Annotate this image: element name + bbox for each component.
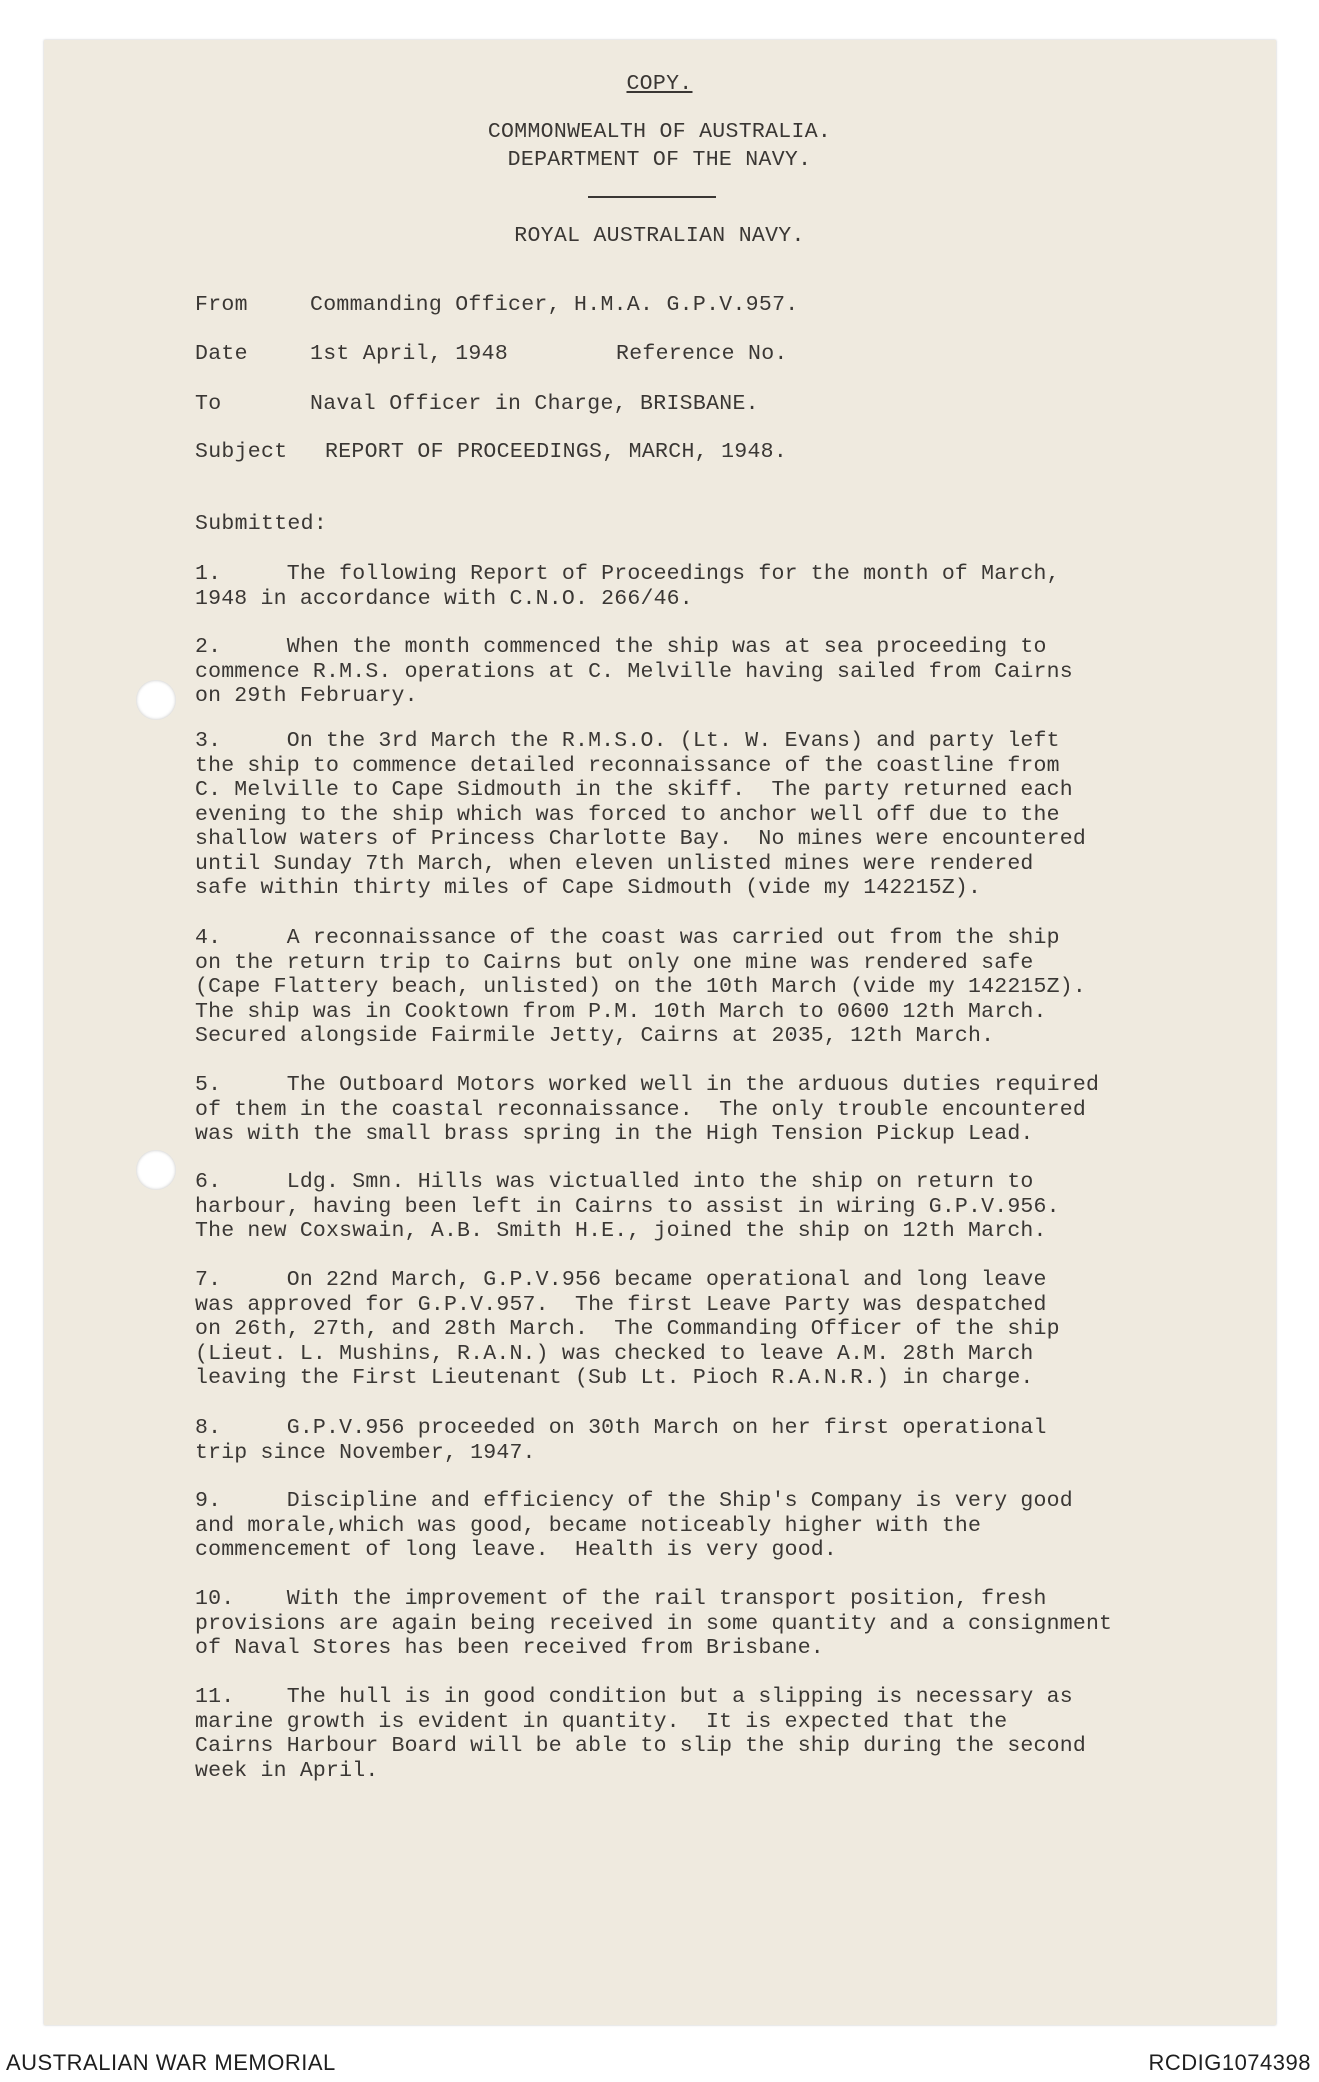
paragraph-line: commencement of long leave. Health is very good. bbox=[195, 1538, 838, 1562]
paragraph-line: The new Coxswain, A.B. Smith H.E., joined the ship on 12th March. bbox=[195, 1219, 1047, 1243]
paragraph-2 bbox=[195, 635, 1235, 709]
header-department: DEPARTMENT OF THE NAVY. bbox=[507, 148, 812, 172]
from-label: From bbox=[195, 293, 248, 317]
from-value: Commanding Officer, H.M.A. G.P.V.957. bbox=[310, 293, 799, 317]
paragraph-line: until Sunday 7th March, when eleven unlisted mines were rendered bbox=[195, 851, 1034, 876]
paragraph-line: 1. The following Report of Proceedings for the month of March, bbox=[195, 562, 1060, 586]
paragraph-line: shallow waters of Princess Charlotte Bay. No mines were encountered bbox=[195, 827, 1086, 851]
header-commonwealth: COMMONWEALTH OF AUSTRALIA. bbox=[487, 120, 832, 144]
paragraph-line: safe within thirty miles of Cape Sidmouth (vide my 142215Z). bbox=[195, 876, 982, 900]
paragraph-line: 5. The Outboard Motors worked well in the arduous duties required bbox=[195, 1073, 1100, 1097]
subject-label: Subject bbox=[195, 440, 288, 464]
paragraph-5 bbox=[195, 1073, 1235, 1147]
date-label: Date bbox=[195, 342, 248, 366]
paragraph-line: 9. Discipline and efficiency of the Ship's Company is very good bbox=[195, 1489, 1073, 1513]
date-value: 1st April, 1948 bbox=[310, 342, 509, 366]
header-navy: ROYAL AUSTRALIAN NAVY. bbox=[514, 224, 805, 248]
paragraph-line: (Cape Flattery beach, unlisted) on the 10th March (vide my 142215Z). bbox=[195, 975, 1086, 999]
paragraph-line: 1948 in accordance with C.N.O. 266/46. bbox=[195, 586, 693, 611]
subject-value: REPORT OF PROCEEDINGS, MARCH, 1948. bbox=[325, 440, 788, 464]
paragraph-line: week in April. bbox=[195, 1758, 379, 1783]
copy-label: COPY. bbox=[626, 72, 693, 96]
paragraph-line: 3. On the 3rd March the R.M.S.O. (Lt. W. Evans) and party left bbox=[195, 729, 1060, 753]
paragraph-line: 2. When the month commenced the ship was at sea proceeding to bbox=[195, 635, 1047, 659]
paragraph-line: the ship to commence detailed reconnaissance of the coastline from bbox=[195, 753, 1060, 778]
paragraph-4 bbox=[195, 926, 1235, 1049]
paragraph-line: and morale,which was good, became noticeably higher with the bbox=[195, 1513, 982, 1538]
paragraph-line: 10. With the improvement of the rail transport position, fresh bbox=[195, 1587, 1047, 1611]
paragraph-line: marine growth is evident in quantity. It is expected that the bbox=[195, 1709, 1008, 1734]
paragraph-line: (Lieut. L. Mushins, R.A.N.) was checked to leave A.M. 28th March bbox=[195, 1341, 1034, 1366]
paragraph-1 bbox=[195, 562, 1235, 611]
paragraph-3 bbox=[195, 729, 1235, 901]
paragraph-10 bbox=[195, 1587, 1235, 1661]
paragraph-line: on the return trip to Cairns but only one mine was rendered safe bbox=[195, 950, 1034, 975]
footer-record-id: RCDIG1074398 bbox=[1148, 2050, 1311, 2075]
paragraph-line: of Naval Stores has been received from Brisbane. bbox=[195, 1636, 824, 1660]
paragraph-line: commence R.M.S. operations at C. Melville having sailed from Cairns bbox=[195, 659, 1073, 684]
paragraph-line: provisions are again being received in some quantity and a consignment bbox=[195, 1611, 1113, 1636]
paragraph-line: 4. A reconnaissance of the coast was carried out from the ship bbox=[195, 926, 1060, 950]
header-divider bbox=[588, 196, 716, 198]
paragraph-line: of them in the coastal reconnaissance. The only trouble encountered bbox=[195, 1097, 1086, 1122]
paragraph-line: C. Melville to Cape Sidmouth in the skiff. The party returned each bbox=[195, 778, 1073, 802]
paragraph-line: 8. G.P.V.956 proceeded on 30th March on her first operational bbox=[195, 1416, 1047, 1440]
paragraph-line: evening to the ship which was forced to anchor well off due to the bbox=[195, 802, 1060, 827]
paragraph-7 bbox=[195, 1268, 1235, 1391]
paragraph-line: 7. On 22nd March, G.P.V.956 became operational and long leave bbox=[195, 1268, 1047, 1292]
paragraph-line: The ship was in Cooktown from P.M. 10th March to 0600 12th March. bbox=[195, 999, 1047, 1024]
paragraph-line: was with the small brass spring in the High Tension Pickup Lead. bbox=[195, 1122, 1034, 1146]
paragraph-line: on 26th, 27th, and 28th March. The Commanding Officer of the ship bbox=[195, 1317, 1060, 1341]
paragraph-6 bbox=[195, 1170, 1235, 1244]
paragraph-line: on 29th February. bbox=[195, 684, 418, 708]
to-label: To bbox=[195, 392, 222, 416]
paragraph-line: 11. The hull is in good condition but a slipping is necessary as bbox=[195, 1685, 1073, 1709]
submitted-label: Submitted: bbox=[195, 512, 328, 536]
punch-hole bbox=[136, 1150, 176, 1190]
footer-source: AUSTRALIAN WAR MEMORIAL bbox=[6, 2050, 336, 2075]
paragraph-8 bbox=[195, 1416, 1235, 1465]
paragraph-line: Cairns Harbour Board will be able to slip the ship during the second bbox=[195, 1734, 1086, 1758]
paragraph-line: Secured alongside Fairmile Jetty, Cairns at 2035, 12th March. bbox=[195, 1024, 995, 1048]
paragraph-line: trip since November, 1947. bbox=[195, 1440, 536, 1465]
paragraph-line: 6. Ldg. Smn. Hills was victualled into the ship on return to bbox=[195, 1170, 1034, 1194]
punch-hole bbox=[136, 680, 176, 720]
to-value: Naval Officer in Charge, BRISBANE. bbox=[310, 392, 759, 416]
paragraph-11 bbox=[195, 1685, 1235, 1783]
paragraph-9 bbox=[195, 1489, 1235, 1563]
paragraph-line: leaving the First Lieutenant (Sub Lt. Pioch R.A.N.R.) in charge. bbox=[195, 1366, 1034, 1390]
paragraph-line: was approved for G.P.V.957. The first Leave Party was despatched bbox=[195, 1292, 1047, 1317]
reference-label: Reference No. bbox=[616, 342, 788, 366]
paragraph-line: harbour, having been left in Cairns to assist in wiring G.P.V.956. bbox=[195, 1194, 1060, 1219]
